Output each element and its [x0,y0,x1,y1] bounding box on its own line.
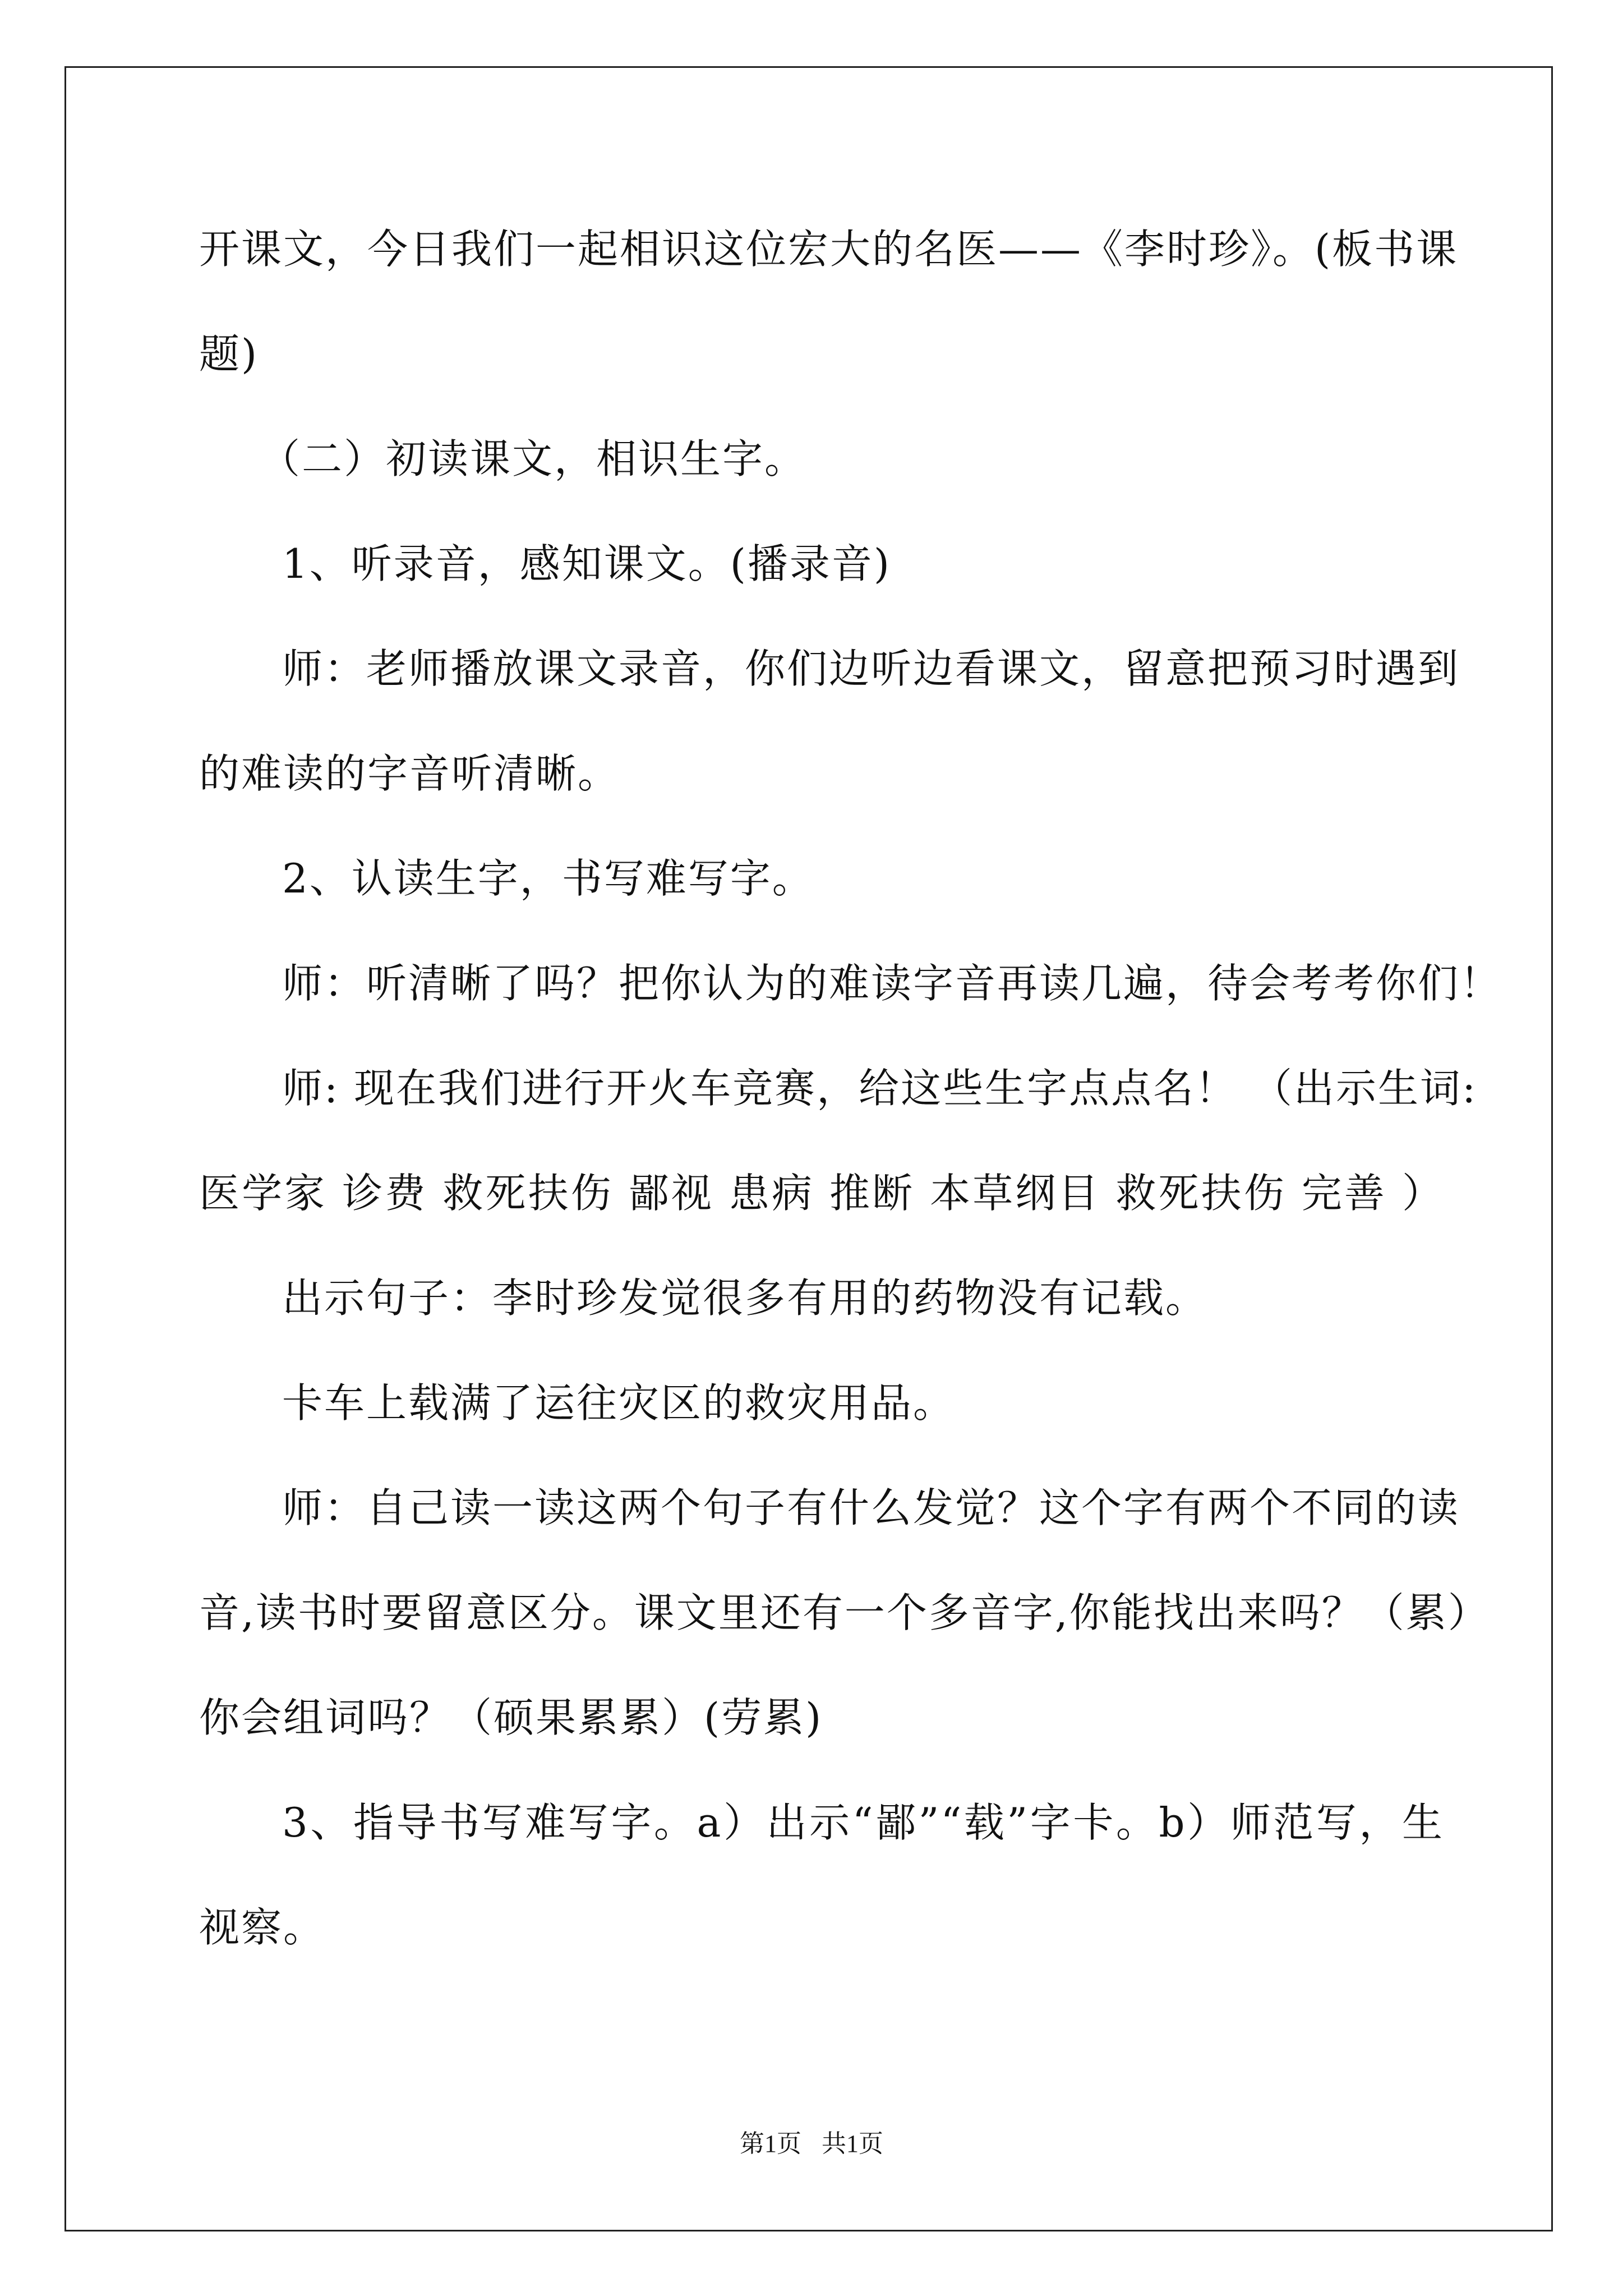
text-line: 出示句子：李时珍发觉很多有用的药物没有记载。 [282,1274,1208,1322]
text-line: 师：自己读一读这两个句子有什么发觉？这个字有两个不同的读 [282,1484,1460,1531]
text-line: 3、指导书写难写字。a）出示“鄙”“载”字卡。b）师范写，生 [282,1799,1444,1846]
text-line: 师: 现在我们进行开火车竞赛，给这些生字点点名！ （出示生词: [282,1065,1478,1112]
text-line: 题) [199,330,259,378]
page-footer [0,2127,1623,2161]
text-line: 音,读书时要留意区分。课文里还有一个多音字,你能找出来吗？（累） [199,1589,1490,1636]
section-heading: （二）初读课文，相识生字。 [260,435,807,482]
text-line: 卡车上载满了运往灾区的救灾用品。 [282,1379,956,1427]
text-line: 开课文，今日我们一起相识这位宏大的名医——《李时珍》。(板书课 [199,226,1459,273]
text-line: 1、听录音，感知课文。(播录音) [282,540,891,587]
document-body [199,219,1502,2002]
page-number: 第1页 [740,2130,801,2157]
text-line: 2、认读生字，书写难写字。 [282,855,814,902]
page-total: 共1页 [822,2130,883,2157]
vocabulary-list: 医学家 诊费 救死扶伤 鄙视 患病 推断 本草纲目 救死扶伤 完善 ） [199,1170,1444,1217]
text-line: 师：听清晰了吗？把你认为的难读字音再读几遍，待会考考你们！ [282,960,1502,1007]
text-line: 视察。 [199,1904,326,1951]
text-line: 的难读的字音听清晰。 [199,750,620,797]
text-line: 你会组词吗？（硕果累累）(劳累) [199,1694,823,1741]
text-line: 师：老师播放课文录音，你们边听边看课文，留意把预习时遇到 [282,645,1460,692]
